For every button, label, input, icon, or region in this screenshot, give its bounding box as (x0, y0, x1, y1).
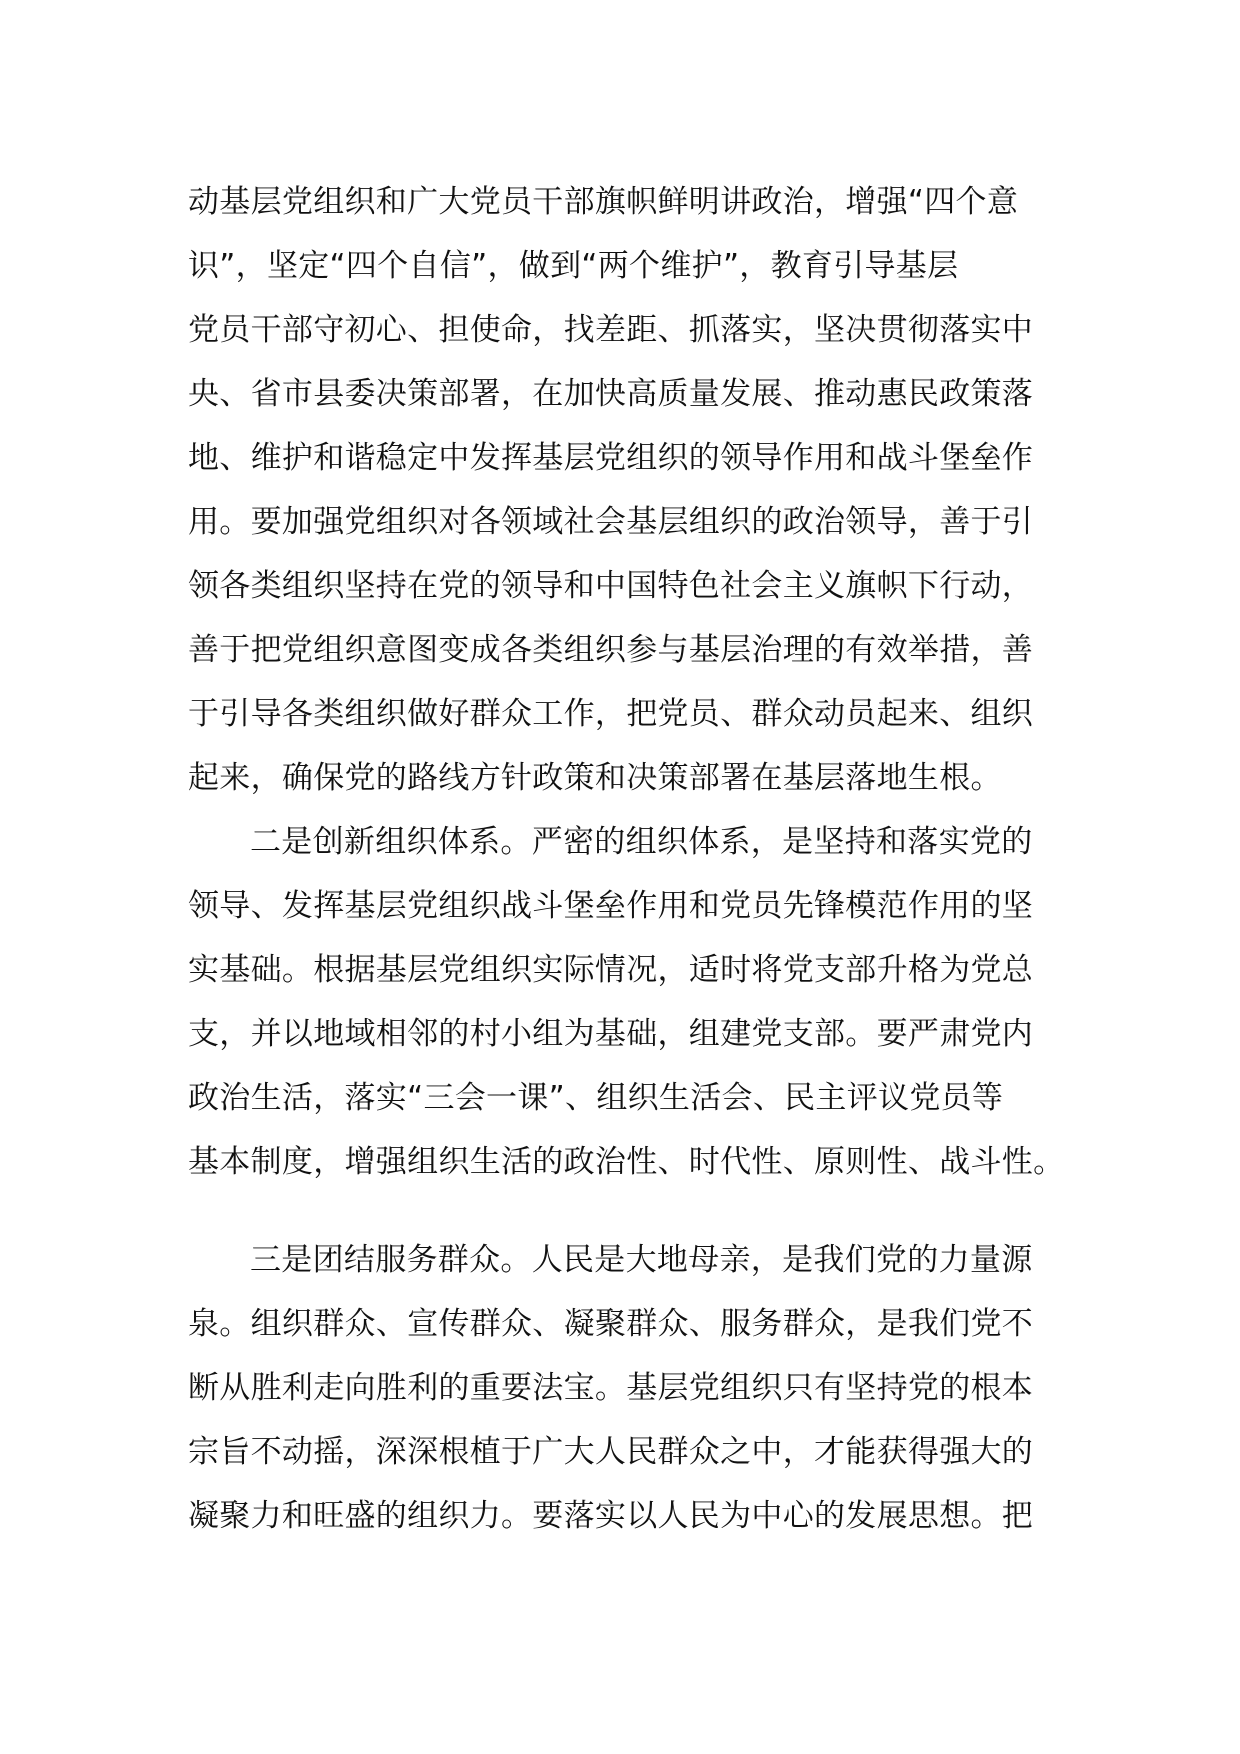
paragraph-1-line-1: 动基层党组织和广大党员干部旗帜鲜明讲政治，增强“四个意 (188, 184, 1019, 220)
paragraph-3-line-2: 泉。组织群众、宣传群众、凝聚群众、服务群众，是我们党不 (188, 1306, 1034, 1342)
paragraph-1-line-5: 地、维护和谐稳定中发挥基层党组织的领导作用和战斗堡垒作 (188, 440, 1034, 476)
paragraph-1-line-6: 用。要加强党组织对各领域社会基层组织的政治领导，善于引 (188, 504, 1034, 540)
paragraph-1-line-3: 党员干部守初心、担使命，找差距、抓落实，坚决贯彻落实中 (188, 312, 1034, 348)
paragraph-3-line-5: 凝聚力和旺盛的组织力。要落实以人民为中心的发展思想。把 (188, 1498, 1034, 1534)
paragraph-2-line-3: 实基础。根据基层党组织实际情况，适时将党支部升格为党总 (188, 952, 1034, 988)
paragraph-2-line-5: 政治生活，落实“三会一课”、组织生活会、民主评议党员等 (188, 1080, 1004, 1116)
paragraph-2-line-4: 支，并以地域相邻的村小组为基础，组建党支部。要严肃党内 (188, 1016, 1034, 1052)
paragraph-2-line-2: 领导、发挥基层党组织战斗堡垒作用和党员先锋模范作用的坚 (188, 888, 1034, 924)
paragraph-3-line-1: 三是团结服务群众。人民是大地母亲，是我们党的力量源 (250, 1242, 1033, 1278)
paragraph-2-line-1: 二是创新组织体系。严密的组织体系，是坚持和落实党的 (250, 824, 1033, 860)
paragraph-1-line-4: 央、省市县委决策部署，在加快高质量发展、推动惠民政策落 (188, 376, 1034, 412)
paragraph-3-line-4: 宗旨不动摇，深深根植于广大人民群众之中，才能获得强大的 (188, 1434, 1034, 1470)
paragraph-1-line-2: 识”，坚定“四个自信”，做到“两个维护”，教育引导基层 (188, 248, 959, 284)
paragraph-1-line-8: 善于把党组织意图变成各类组织参与基层治理的有效举措，善 (188, 632, 1034, 668)
paragraph-1-line-9: 于引导各类组织做好群众工作，把党员、群众动员起来、组织 (188, 696, 1034, 732)
paragraph-1-line-10: 起来，确保党的路线方针政策和决策部署在基层落地生根。 (188, 760, 1002, 796)
paragraph-1-line-7: 领各类组织坚持在党的领导和中国特色社会主义旗帜下行动， (188, 568, 1034, 604)
paragraph-3-line-3: 断从胜利走向胜利的重要法宝。基层党组织只有坚持党的根本 (188, 1370, 1034, 1406)
paragraph-2-line-6: 基本制度，增强组织生活的政治性、时代性、原则性、战斗性。 (188, 1144, 1065, 1180)
